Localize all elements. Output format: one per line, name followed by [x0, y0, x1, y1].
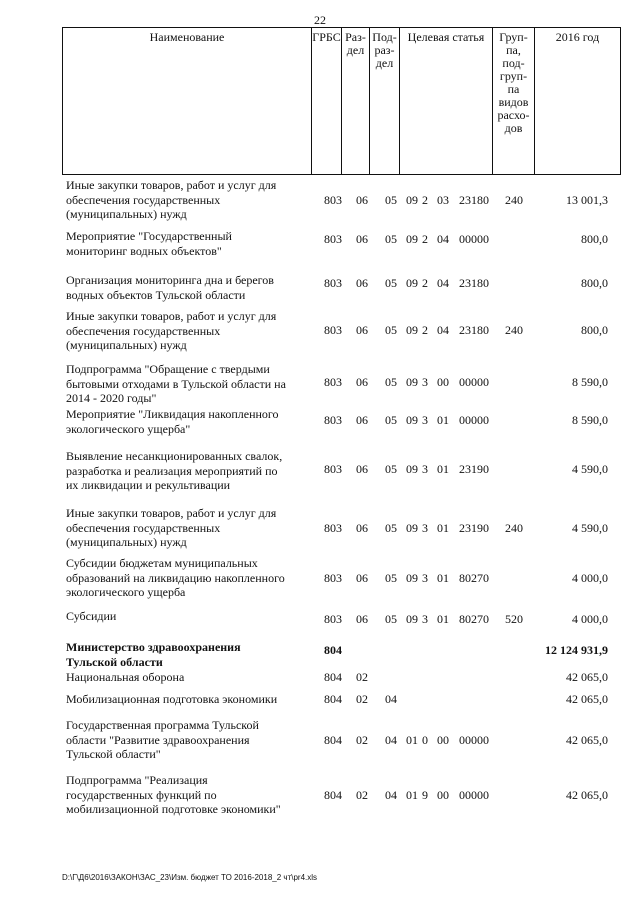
row-c1: 09 [406, 193, 418, 207]
row-amount: 42 065,0 [566, 733, 608, 747]
row-grbs: 804 [324, 733, 342, 747]
row-c1: 01 [406, 733, 418, 747]
row-c4: 00000 [459, 413, 489, 427]
row-razdel: 06 [356, 193, 368, 207]
row-grbs: 803 [324, 276, 342, 290]
row-c2: 3 [422, 612, 428, 626]
row-amount: 800,0 [581, 276, 608, 290]
row-razdel: 02 [356, 670, 368, 684]
row-c1: 09 [406, 413, 418, 427]
row-grbs: 803 [324, 521, 342, 535]
row-name: Иные закупки товаров, работ и услуг для обеспечения государственных (муниципальных) нужд [66, 506, 277, 550]
row-podrazdel: 05 [385, 521, 397, 535]
row-grbs: 804 [324, 692, 342, 706]
row-c1: 09 [406, 521, 418, 535]
row-podrazdel: 05 [385, 612, 397, 626]
row-c1: 09 [406, 571, 418, 585]
row-razdel: 06 [356, 232, 368, 246]
row-name: Иные закупки товаров, работ и услуг для обеспечения государственных (муниципальных) нужд [66, 309, 277, 353]
row-podrazdel: 04 [385, 788, 397, 802]
row-grbs: 804 [324, 670, 342, 684]
row-c3: 04 [437, 323, 449, 337]
row-amount: 12 124 931,9 [545, 643, 608, 657]
row-c4: 00000 [459, 232, 489, 246]
row-name: Министерство здравоохранения Тульской области [66, 640, 241, 669]
row-amount: 4 590,0 [572, 462, 608, 476]
row-c4: 23180 [459, 193, 489, 207]
row-grbs: 803 [324, 571, 342, 585]
row-c3: 01 [437, 521, 449, 535]
row-c3: 00 [437, 788, 449, 802]
row-c1: 09 [406, 232, 418, 246]
row-c1: 01 [406, 788, 418, 802]
row-podrazdel: 04 [385, 692, 397, 706]
row-c1: 09 [406, 276, 418, 290]
header-grbs: ГРБС [312, 28, 342, 174]
row-razdel: 06 [356, 375, 368, 389]
row-amount: 4 000,0 [572, 571, 608, 585]
row-vid: 240 [505, 323, 523, 337]
header-name: Наименование [63, 28, 312, 174]
row-amount: 42 065,0 [566, 788, 608, 802]
page-number: 22 [314, 13, 326, 27]
row-podrazdel: 05 [385, 193, 397, 207]
row-amount: 800,0 [581, 323, 608, 337]
row-c3: 00 [437, 733, 449, 747]
row-c3: 04 [437, 232, 449, 246]
row-name: Подпрограмма "Реализация государственных функций по мобилизационной подготовке экономики" [66, 773, 281, 817]
row-c2: 3 [422, 571, 428, 585]
row-razdel: 06 [356, 276, 368, 290]
table-header [62, 27, 621, 175]
row-amount: 4 000,0 [572, 612, 608, 626]
row-c2: 0 [422, 733, 428, 747]
header-razdel: Раз- дел [342, 28, 370, 174]
row-c3: 01 [437, 413, 449, 427]
row-c2: 2 [422, 232, 428, 246]
row-name: Национальная оборона [66, 670, 185, 684]
row-amount: 8 590,0 [572, 413, 608, 427]
row-grbs: 803 [324, 323, 342, 337]
row-amount: 4 590,0 [572, 521, 608, 535]
row-c1: 09 [406, 462, 418, 476]
row-vid: 240 [505, 521, 523, 535]
row-grbs: 803 [324, 462, 342, 476]
row-grbs: 803 [324, 413, 342, 427]
row-razdel: 02 [356, 692, 368, 706]
row-grbs: 803 [324, 232, 342, 246]
row-c4: 80270 [459, 571, 489, 585]
row-name: Мобилизационная подготовка экономики [66, 692, 278, 706]
header-celevaya: Целевая статья [400, 28, 493, 174]
row-c2: 3 [422, 521, 428, 535]
row-c1: 09 [406, 612, 418, 626]
row-c3: 03 [437, 193, 449, 207]
header-vid: Груп- па, под- груп- па видов расхо- дов [493, 28, 535, 174]
row-podrazdel: 05 [385, 323, 397, 337]
row-razdel: 06 [356, 413, 368, 427]
footer-file-path: D:\Г\Д6\2016\ЗАКОН\ЗАС_23\Изм. бюджет ТО 2016-2018_2 чт\pr4.xls [62, 873, 318, 882]
row-c3: 01 [437, 462, 449, 476]
row-razdel: 06 [356, 571, 368, 585]
row-c2: 2 [422, 193, 428, 207]
row-podrazdel: 05 [385, 375, 397, 389]
row-podrazdel: 05 [385, 462, 397, 476]
row-vid: 240 [505, 193, 523, 207]
row-name: Подпрограмма "Обращение с твердыми бытовыми отходами в Тульской области на 2014 - 2020 годы" [66, 362, 286, 406]
row-c4: 23190 [459, 462, 489, 476]
row-name: Субсидии бюджетам муниципальных образований на ликвидацию накопленного экологического ущерба [66, 556, 285, 600]
row-c3: 01 [437, 571, 449, 585]
row-c4: 23180 [459, 276, 489, 290]
header-podrazdel: Под- раз- дел [370, 28, 400, 174]
row-amount: 42 065,0 [566, 670, 608, 684]
row-name: Государственная программа Тульской области "Развитие здравоохранения Тульской области" [66, 718, 259, 762]
row-c4: 23180 [459, 323, 489, 337]
row-razdel: 06 [356, 462, 368, 476]
row-amount: 8 590,0 [572, 375, 608, 389]
row-c4: 00000 [459, 733, 489, 747]
row-c4: 00000 [459, 375, 489, 389]
row-grbs: 803 [324, 612, 342, 626]
row-podrazdel: 05 [385, 276, 397, 290]
row-razdel: 02 [356, 788, 368, 802]
row-name: Иные закупки товаров, работ и услуг для обеспечения государственных (муниципальных) нужд [66, 178, 277, 222]
row-c4: 23190 [459, 521, 489, 535]
row-c3: 04 [437, 276, 449, 290]
row-c4: 80270 [459, 612, 489, 626]
row-amount: 800,0 [581, 232, 608, 246]
row-c3: 01 [437, 612, 449, 626]
row-c2: 2 [422, 276, 428, 290]
header-year: 2016 год [555, 30, 600, 44]
row-razdel: 06 [356, 612, 368, 626]
row-name: Выявление несанкционированных свалок, разработка и реализация мероприятий по их ликвидации и рекультивации [66, 449, 283, 493]
row-name: Мероприятие "Ликвидация накопленного экологического ущерба" [66, 407, 279, 436]
row-grbs: 804 [324, 643, 342, 657]
row-podrazdel: 05 [385, 571, 397, 585]
row-razdel: 06 [356, 521, 368, 535]
row-amount: 13 001,3 [566, 193, 608, 207]
row-grbs: 804 [324, 788, 342, 802]
row-podrazdel: 04 [385, 733, 397, 747]
row-c1: 09 [406, 323, 418, 337]
row-name: Мероприятие "Государственный мониторинг водных объектов" [66, 229, 232, 258]
row-razdel: 06 [356, 323, 368, 337]
row-c2: 3 [422, 413, 428, 427]
row-c2: 9 [422, 788, 428, 802]
row-name: Организация мониторинга дна и берегов водных объектов Тульской области [66, 273, 274, 302]
row-c2: 2 [422, 323, 428, 337]
row-c4: 00000 [459, 788, 489, 802]
row-grbs: 803 [324, 375, 342, 389]
row-grbs: 803 [324, 193, 342, 207]
row-c2: 3 [422, 462, 428, 476]
row-c1: 09 [406, 375, 418, 389]
row-name: Субсидии [66, 609, 117, 623]
row-c2: 3 [422, 375, 428, 389]
row-amount: 42 065,0 [566, 692, 608, 706]
row-vid: 520 [505, 612, 523, 626]
row-podrazdel: 05 [385, 413, 397, 427]
row-c3: 00 [437, 375, 449, 389]
row-razdel: 02 [356, 733, 368, 747]
row-podrazdel: 05 [385, 232, 397, 246]
